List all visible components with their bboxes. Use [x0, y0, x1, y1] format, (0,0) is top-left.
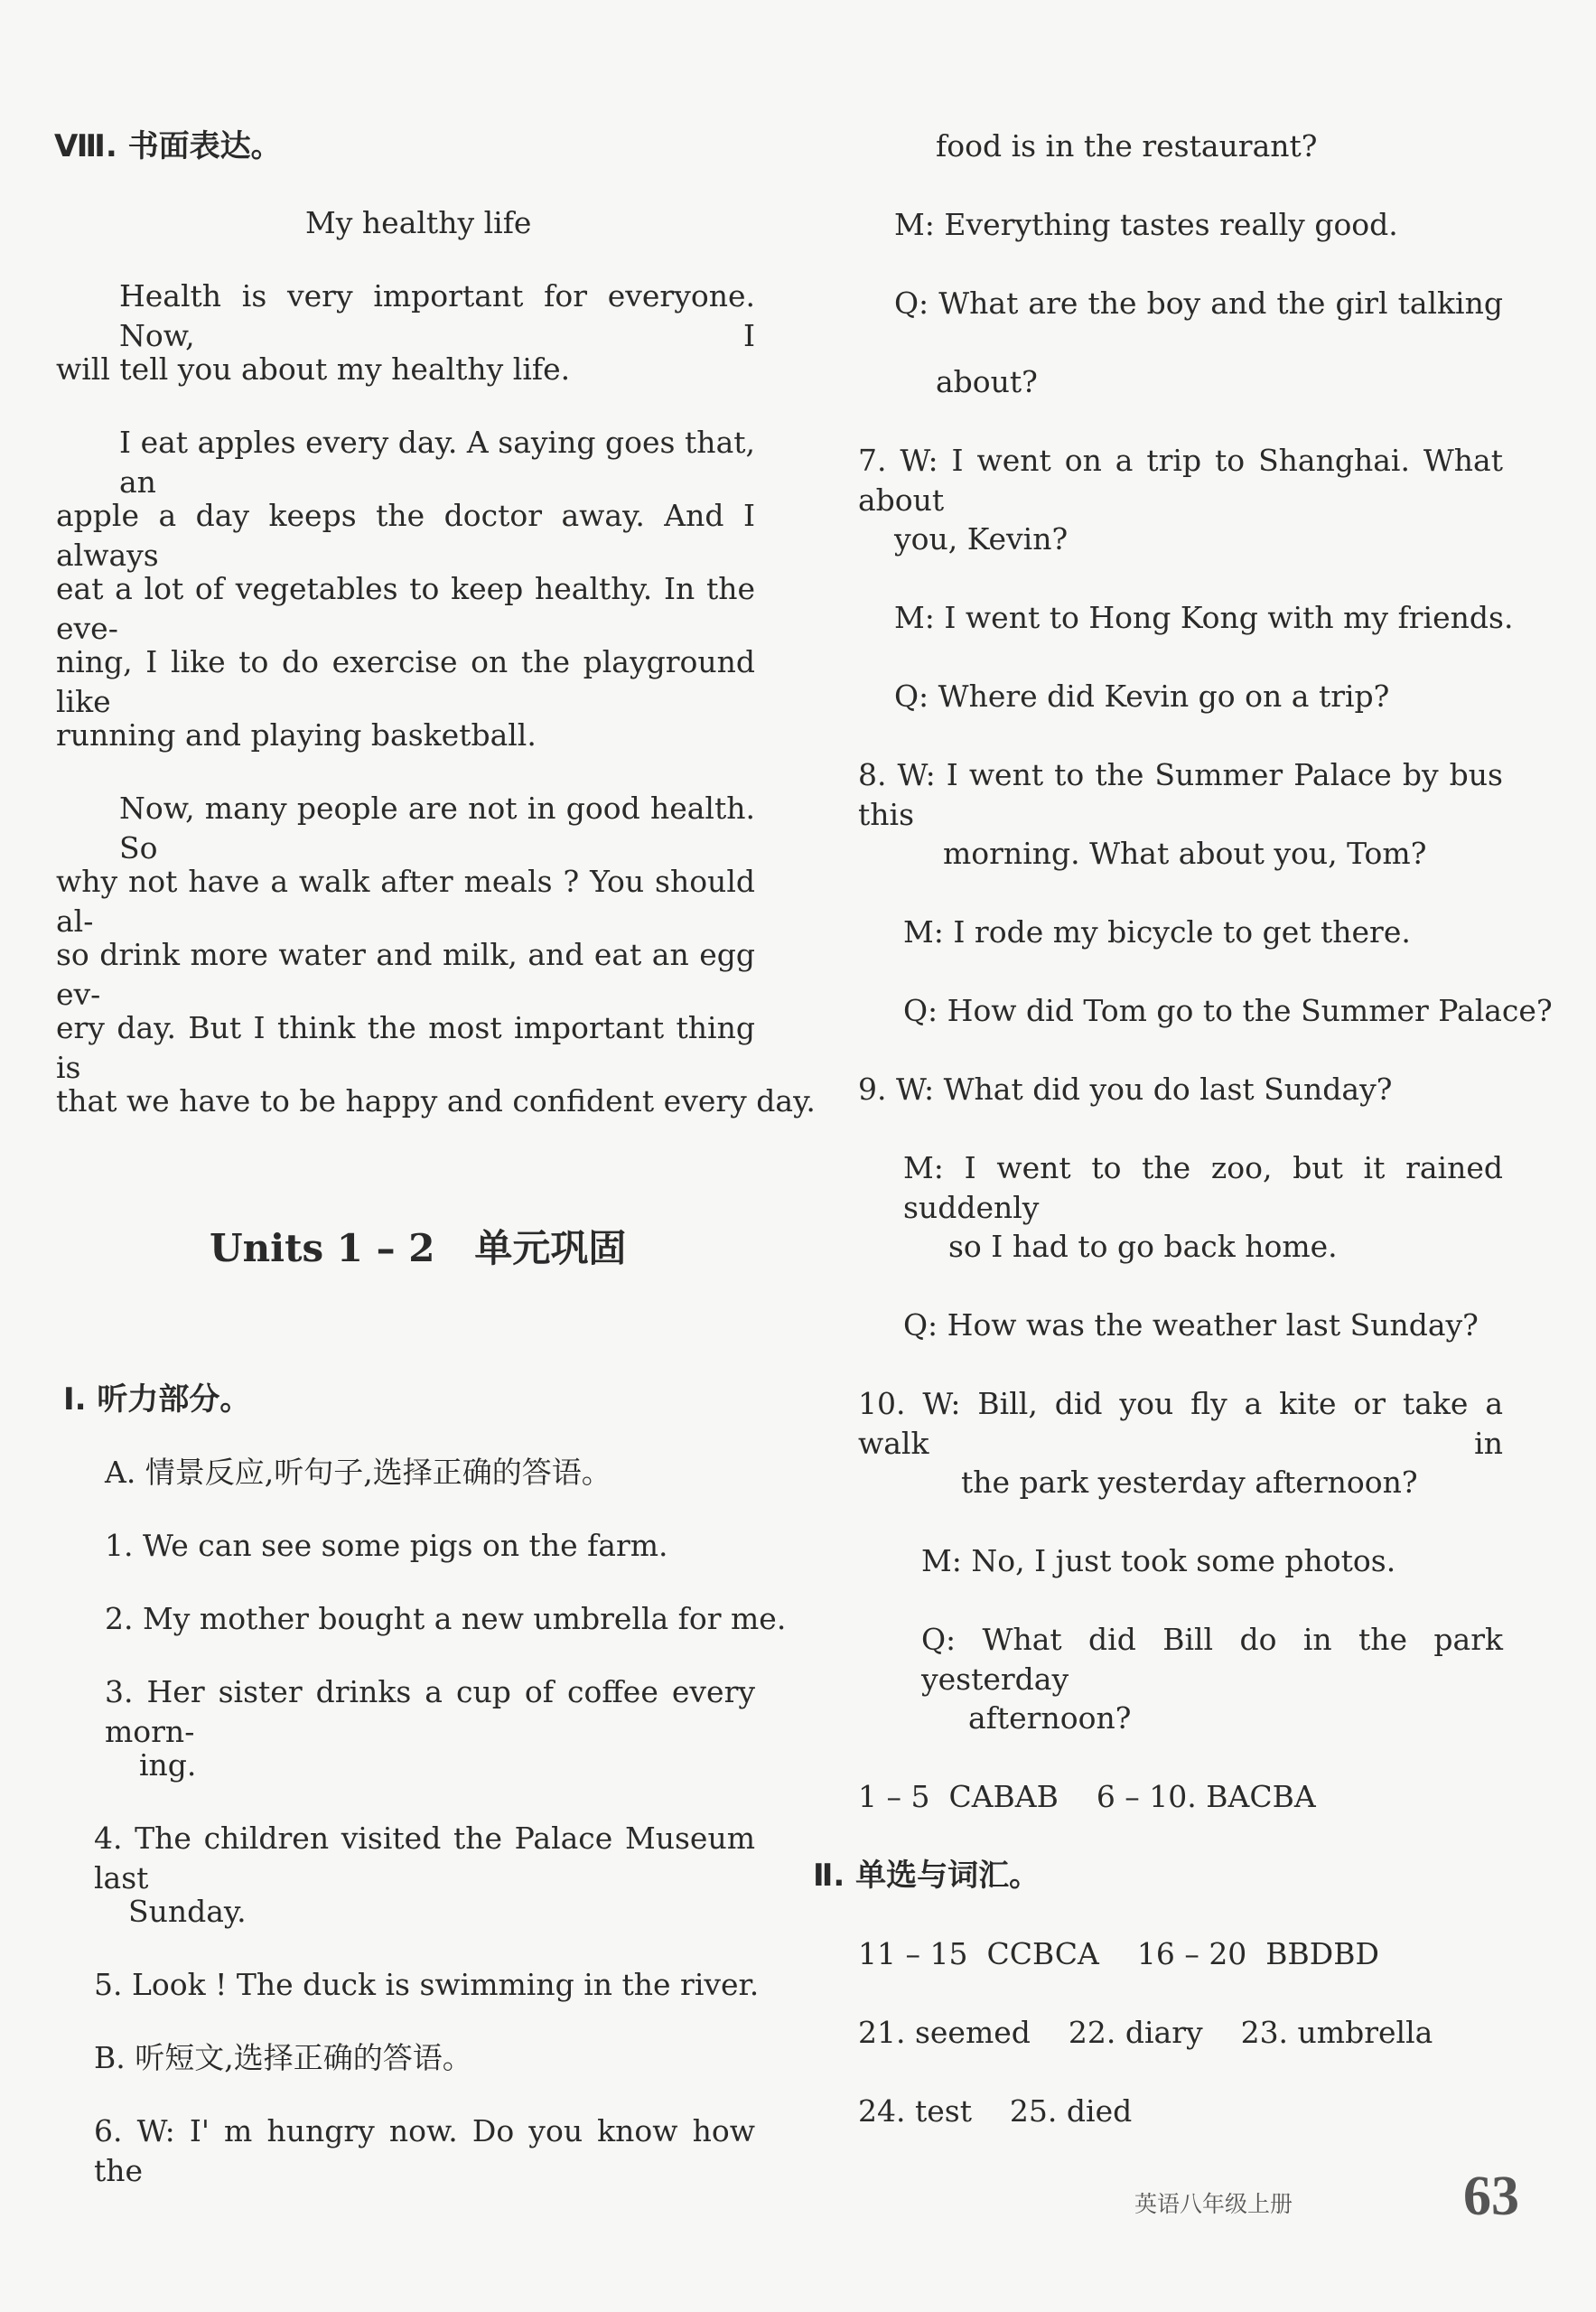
list-item: 4. The children visited the Palace Museum last: [94, 1821, 755, 1895]
dialogue-line: M: I went to the zoo, but it rained suddenly: [903, 1150, 1503, 1225]
list-item: 3. Her sister drinks a cup of coffee every morn-: [105, 1674, 755, 1749]
dialogue-line: Q: What did Bill do in the park yesterday: [921, 1622, 1503, 1697]
dialogue-line: about?: [936, 364, 1038, 399]
dialogue-line: Q: How did Tom go to the Summer Palace?: [903, 993, 1553, 1028]
dialogue-line: food is in the restaurant?: [936, 128, 1318, 164]
list-item: 5. Look ! The duck is swimming in the river.: [94, 1967, 760, 2002]
unit-title: Units 1 – 2 单元巩固: [210, 1226, 627, 1270]
dialogue-line: M: Everything tastes really good.: [894, 207, 1398, 242]
answers-listening: 1 – 5 CABAB 6 – 10. BACBA: [858, 1779, 1316, 1814]
list-item-continued: Sunday.: [128, 1894, 247, 1929]
essay-line: so drink more water and milk, and eat an egg ev-: [56, 937, 755, 1012]
essay-line: ery day. But I think the most important thing is: [56, 1010, 755, 1085]
dialogue-line: M: I went to Hong Kong with my friends.: [894, 600, 1514, 635]
dialogue-line: Q: What are the boy and the girl talking: [894, 285, 1503, 321]
essay-line: will tell you about my healthy life.: [56, 351, 571, 387]
essay-title: My healthy life: [305, 205, 532, 240]
dialogue-line: the park yesterday afternoon?: [961, 1465, 1418, 1500]
answers-vocabulary: 24. test 25. died: [858, 2093, 1133, 2129]
dialogue-line: 10. W: Bill, did you fly a kite or take a walk in: [858, 1386, 1503, 1461]
essay-line: eat a lot of vegetables to keep healthy. In the eve-: [56, 571, 755, 646]
essay-line: that we have to be happy and confident every day.: [56, 1083, 816, 1119]
footer-book-title: 英语八年级上册: [1134, 2191, 1293, 2217]
essay-line: Health is very important for everyone. Now, I: [119, 278, 755, 353]
essay-line: ning, I like to do exercise on the playground like: [56, 644, 755, 719]
section-8-heading: Ⅷ. 书面表达。: [54, 128, 282, 164]
essay-line: apple a day keeps the doctor away. And I always: [56, 498, 755, 573]
essay-line: running and playing basketball.: [56, 717, 537, 753]
essay-line: Now, many people are not in good health. So: [119, 791, 755, 866]
answers-vocabulary: 21. seemed 22. diary 23. umbrella: [858, 2015, 1433, 2050]
dialogue-line: afternoon?: [968, 1700, 1132, 1736]
dialogue-line: M: I rode my bicycle to get there.: [903, 914, 1411, 950]
dialogue-line: M: No, I just took some photos.: [921, 1543, 1396, 1578]
part-b-instruction: B. 听短文,选择正确的答语。: [94, 2040, 472, 2075]
listening-heading: Ⅰ. 听力部分。: [63, 1381, 251, 1418]
answers-multiple-choice: 11 – 15 CCBCA 16 – 20 BBDBD: [858, 1936, 1379, 1971]
dialogue-line: Q: Where did Kevin go on a trip?: [894, 679, 1390, 714]
page-number: 63: [1463, 2166, 1519, 2227]
essay-line: I eat apples every day. A saying goes that, an: [119, 425, 755, 500]
dialogue-line: morning. What about you, Tom?: [943, 836, 1427, 871]
dialogue-line: Q: How was the weather last Sunday?: [903, 1307, 1479, 1343]
dialogue-line: you, Kevin?: [894, 521, 1069, 557]
list-item: 1. We can see some pigs on the farm.: [105, 1528, 668, 1563]
dialogue-line: 9. W: What did you do last Sunday?: [858, 1072, 1393, 1107]
dialogue-line: 8. W: I went to the Summer Palace by bus this: [858, 757, 1503, 832]
dialogue-line: 7. W: I went on a trip to Shanghai. What about: [858, 443, 1503, 518]
dialogue-line: so I had to go back home.: [948, 1229, 1338, 1264]
list-item-continued: ing.: [139, 1747, 197, 1783]
section-2-heading: Ⅱ. 单选与词汇。: [813, 1858, 1041, 1894]
list-item: 2. My mother bought a new umbrella for me.: [105, 1601, 787, 1636]
essay-line: why not have a walk after meals ? You should al-: [56, 864, 755, 939]
part-a-instruction: A. 情景反应,听句子,选择正确的答语。: [105, 1455, 611, 1490]
dialogue-line: 6. W: I' m hungry now. Do you know how the: [94, 2113, 755, 2188]
